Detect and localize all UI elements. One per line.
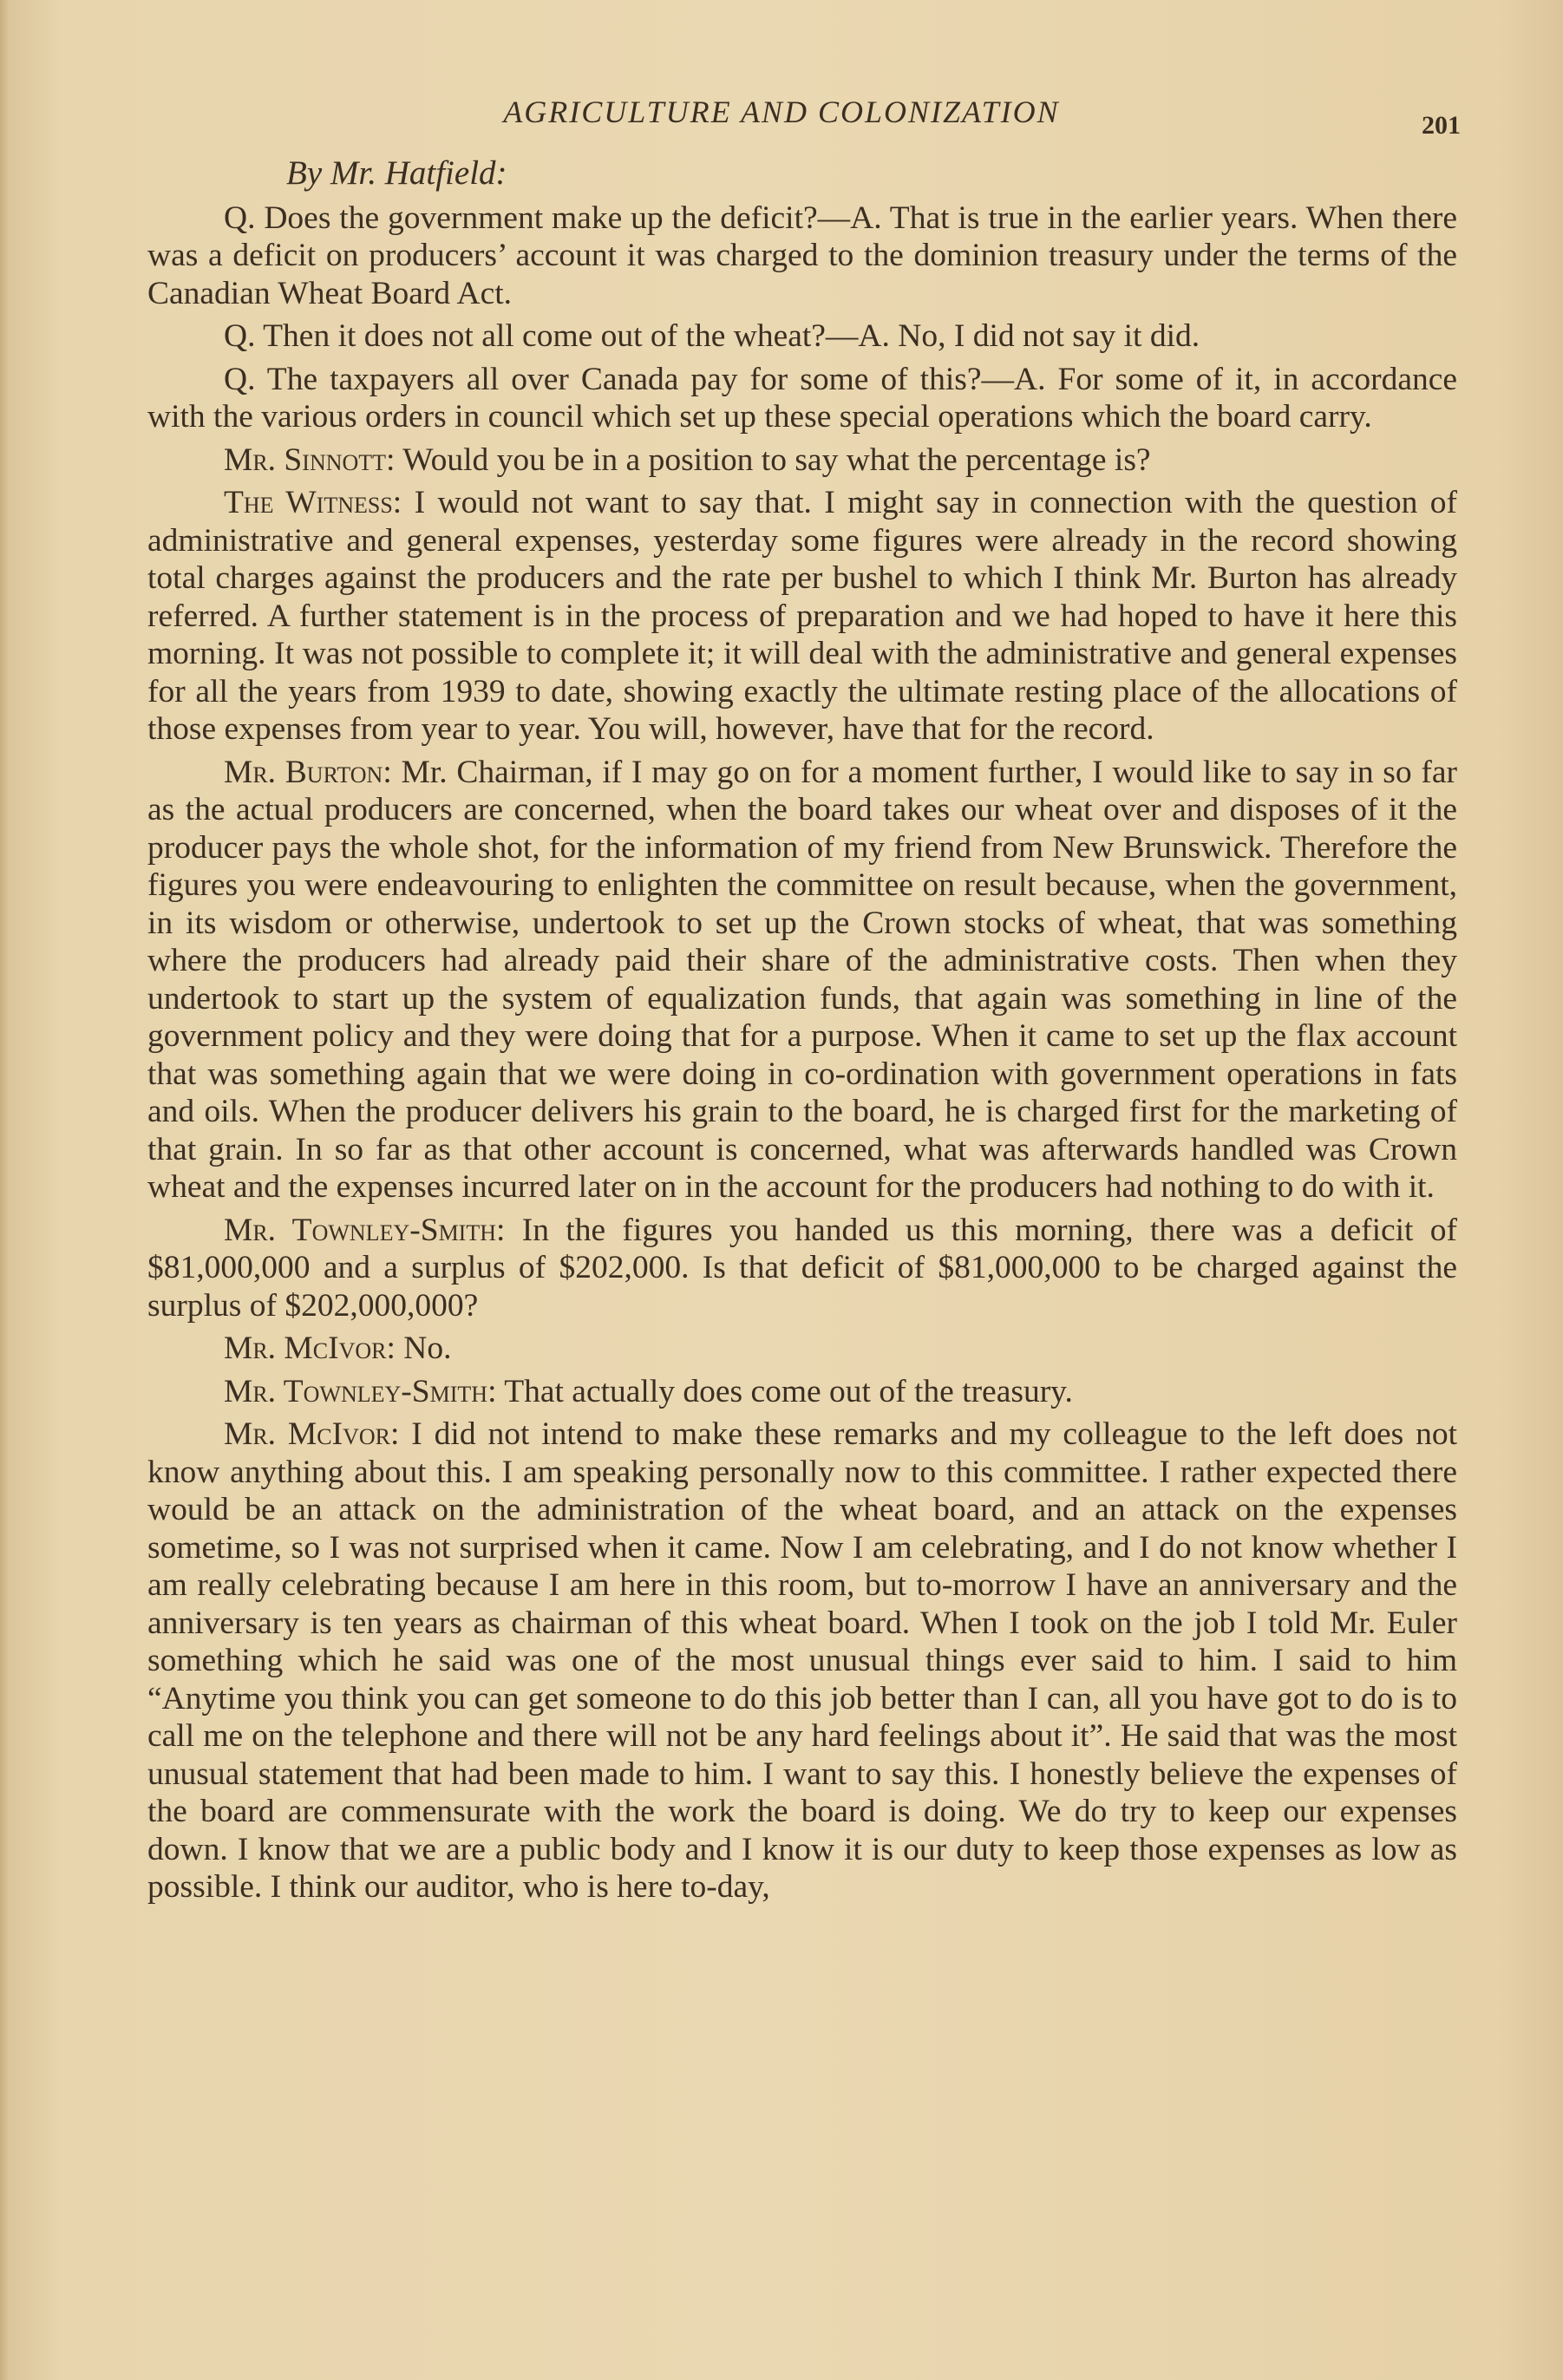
speaker-label: Mr. Sinnott: [224,441,396,478]
page-edge-shadow [0,0,9,2380]
transcript-paragraph [147,1330,1457,1368]
speaker-label: Mr. McIvor: [224,1331,396,1366]
paragraph-text: I would not want to say that. I might say in connection with the question of administrative and general expenses, yesterday some figures were already in the record showing total charges against the producers and the rate per bushel to which I think Mr. Burton has already referred. A further statement is in the process of preparation and we had hoped to have it here this morning. It was not possible to complete it; it will deal with the administrative and general expenses for all the years from 1939 to date, showing exactly the ultimate resting place of the allocations of those expenses from year to year. You will, however, have that for the record. [147,485,1457,747]
paragraph-text: That actually does come out of the treasury. [504,1373,1073,1409]
speaker-label: Mr. Townley-Smith: [224,1212,506,1248]
transcript-paragraph [147,754,1457,1206]
transcript-paragraph [147,1416,1457,1906]
transcript-paragraph [147,484,1457,749]
paragraph-text: Q. Does the government make up the deficit?—A. That is true in the earlier years. When there was a deficit on producers’ account it was charged to the dominion treasury under the terms of the Canadian Wheat Board Act. [147,199,1457,311]
transcript-paragraph [147,361,1457,436]
transcript-paragraph [147,1373,1457,1411]
speaker-label: Mr. McIvor: [224,1416,400,1452]
transcript-paragraph [147,441,1457,480]
speaker-label: Mr. Townley-Smith: [224,1373,497,1409]
transcript-body [147,154,1457,1912]
section-heading: By Mr. Hatfield: [286,154,507,192]
paragraph-text: Would you be in a position to say what the percentage is? [402,441,1151,478]
page-number: 201 [1422,111,1461,140]
paragraph-text: Q. Then it does not all come out of the wheat?—A. No, I did not say it did. [224,318,1200,354]
transcript-paragraph [147,1212,1457,1325]
transcript-paragraph [147,199,1457,313]
running-head: AGRICULTURE AND COLONIZATION [503,95,1060,129]
paragraph-text: Mr. Chairman, if I may go on for a moment further, I would like to say in so far as the actual producers are concerned, when the board takes our wheat over and disposes of it the producer pays the whole shot, for the information of my friend from New Brunswick. Therefore the figures you were endeavouring to enlighten the committee on result because, when the government, in its wisdom or otherwise, undertook to set up the Crown stocks of wheat, that was something where the producers had already paid their share of the administrative costs. Then when they undertook to start up the system of equalization funds, that again was something in line of the government policy and they were doing that for a purpose. When it came to set up the flax account that was something again that we were doing in co-ordination with government operations in fats and oils. When the producer delivers his grain to the board, he is charged first for the marketing of that grain. In so far as that other account is concerned, what was afterwards handled was Crown wheat and the expenses incurred later on in the account for the producers had nothing to do with it. [147,754,1458,1205]
paragraph-text: In the figures you handed us this morning, there was a deficit of $81,000,000 and a surplus of $202,000. Is that deficit of $81,000,000 to be charged against the surplus of $202,000,000? [147,1212,1458,1324]
speaker-label: The Witness: [224,485,402,520]
paragraph-text: No. [403,1331,452,1366]
paragraph-text: Q. The taxpayers all over Canada pay for some of this?—A. For some of it, in accordance with the various orders in council which set up these special operations which the board carry. [147,361,1457,435]
transcript-paragraph [147,317,1457,356]
paragraph-text: I did not intend to make these remarks and my colleague to the left does not know anything about this. I am speaking personally now to this committee. I rather expected there would be an attack on the administration of the wheat board, and an attack on the expenses sometime, so I was not surprised when it came. Now I am celebrating, and I do not know whether I am really celebrating because I am here in this room, but to-morrow I have an anniversary and the anniversary is ten years as chairman of this wheat board. When I took on the job I told Mr. Euler something which he said was one of the most unusual things ever said to him. I said to him “Anytime you think you can get someone to do this job better than I can, all you have got to do is to call me on the telephone and there will not be any hard feelings about it”. He said that was the most unusual statement that had been made to him. I want to say this. I honestly believe the expenses of the board are commensurate with the work the board is doing. We do try to keep our expenses down. I know that we are a public body and I know it is our duty to keep those expenses as low as possible. I think our auditor, who is here to-day, [147,1416,1457,1905]
speaker-label: Mr. Burton: [224,754,392,790]
